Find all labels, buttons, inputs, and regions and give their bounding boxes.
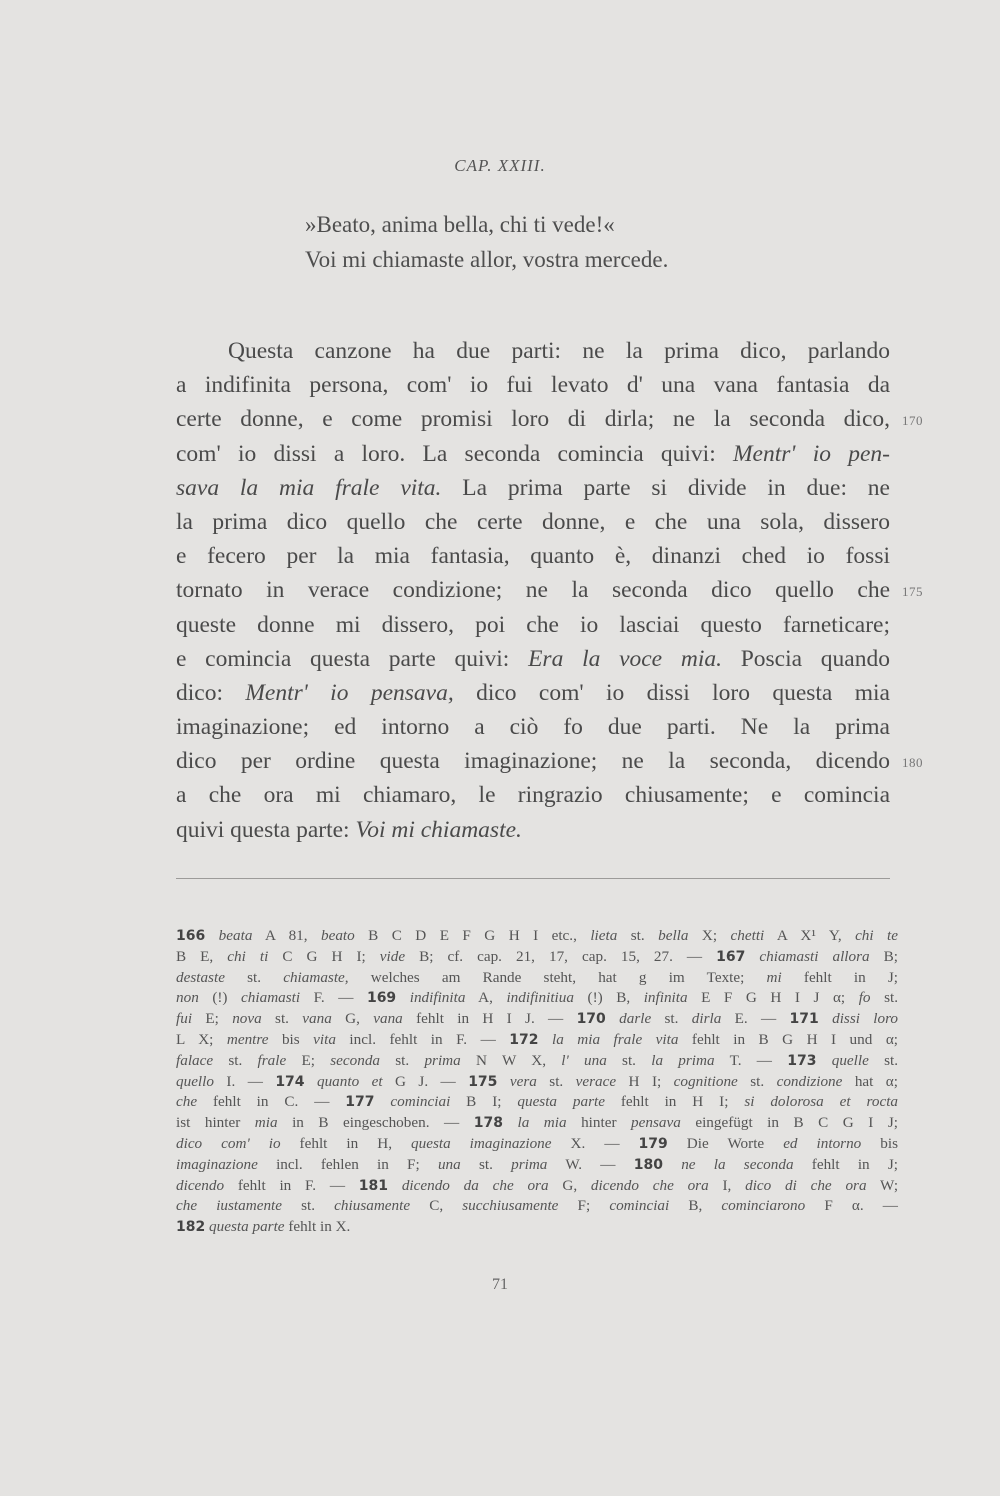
footnote-line bbox=[176, 1030, 898, 1051]
footnote-text: A X¹ Y, bbox=[764, 927, 856, 944]
variant-reading: verace bbox=[575, 1072, 617, 1090]
chapter-header: CAP. XXIII. bbox=[454, 156, 546, 175]
footnote-text: in B eingeschoben. — bbox=[277, 1114, 474, 1132]
variant-reading: imaginazione bbox=[176, 1155, 258, 1173]
footnote-text: Die Worte bbox=[667, 1134, 784, 1152]
footnote-text: hinter bbox=[566, 1114, 632, 1132]
variant-reading: cognitione bbox=[673, 1072, 738, 1090]
verse-ref-number: 169 bbox=[366, 990, 397, 1007]
variant-reading: beata bbox=[218, 927, 253, 944]
prose-line bbox=[176, 813, 890, 847]
footnote-text: st. bbox=[460, 1155, 512, 1173]
prose-line bbox=[176, 778, 890, 812]
verse-ref-number: 167 bbox=[716, 948, 746, 965]
prose-text: quivi questa parte: bbox=[176, 816, 356, 843]
footnote-line bbox=[176, 947, 898, 968]
variant-reading: chi ti bbox=[227, 947, 269, 965]
prose-text: dico: bbox=[176, 679, 246, 706]
footnote-line bbox=[176, 1072, 898, 1093]
prose-text: Poscia quando bbox=[721, 645, 890, 672]
italic-quote: Mentr' io pen- bbox=[732, 440, 890, 467]
footnote-text: ist hinter bbox=[176, 1114, 255, 1132]
prose-text: la prima dico quello che certe donne, e che una sola, dissero bbox=[176, 508, 890, 535]
footnote-line bbox=[176, 1009, 898, 1030]
variant-reading: si dolorosa et rocta bbox=[744, 1093, 899, 1111]
footnote-text: W. — bbox=[547, 1155, 634, 1173]
variant-reading: ne la seconda bbox=[681, 1155, 794, 1173]
variant-reading: prima bbox=[424, 1051, 461, 1069]
prose-line bbox=[176, 471, 890, 505]
footnote-text bbox=[375, 1093, 391, 1110]
footnote-line bbox=[176, 1092, 898, 1113]
variant-reading: vera bbox=[509, 1072, 537, 1090]
variant-reading: quelle bbox=[831, 1051, 869, 1069]
variant-reading: questa parte bbox=[517, 1093, 605, 1111]
variant-reading: chiusamente bbox=[334, 1197, 411, 1215]
footnote-line bbox=[176, 1196, 898, 1217]
variant-reading: la prima bbox=[651, 1051, 715, 1069]
variant-reading: la mia frale vita bbox=[551, 1030, 679, 1048]
footnote-text: X; bbox=[688, 927, 731, 944]
variant-reading: chetti bbox=[730, 927, 765, 944]
variant-reading: seconda bbox=[330, 1051, 381, 1069]
verse-line-1 bbox=[305, 208, 615, 241]
footnote-text: E; bbox=[286, 1051, 331, 1069]
verse-ref-number: 166 bbox=[176, 928, 206, 944]
footnote-line bbox=[176, 988, 898, 1009]
prose-line bbox=[176, 710, 890, 744]
footnote-text bbox=[503, 1114, 518, 1131]
footnote-text: bis bbox=[861, 1134, 899, 1152]
variant-reading: questa parte bbox=[209, 1218, 285, 1236]
variant-reading: falace bbox=[176, 1051, 214, 1069]
footnote-text: W; bbox=[866, 1176, 899, 1194]
italic-quote: sava la mia frale vita. bbox=[176, 474, 442, 501]
footnote-text: eingefügt in B C G I J; bbox=[680, 1114, 898, 1132]
prose-line bbox=[176, 642, 890, 676]
prose-line bbox=[176, 368, 890, 402]
footnote-text: H I; bbox=[616, 1072, 674, 1090]
footnote-text: st. bbox=[606, 1051, 652, 1069]
line-number: 180 bbox=[902, 755, 923, 771]
verse-ref-number: 175 bbox=[468, 1073, 498, 1090]
prose-line bbox=[176, 676, 890, 710]
variant-reading: che bbox=[176, 1093, 198, 1111]
variant-reading: dico com' io bbox=[176, 1134, 281, 1152]
footnote-text: F. — bbox=[300, 989, 367, 1007]
prose-line bbox=[176, 608, 890, 642]
variant-reading: cominciai bbox=[390, 1093, 451, 1111]
footnote-text bbox=[305, 1073, 317, 1090]
line-number: 175 bbox=[902, 584, 923, 600]
prose-line bbox=[176, 402, 890, 436]
footnote-text: I, bbox=[708, 1176, 746, 1194]
prose-text: dico com' io dissi loro questa mia bbox=[453, 679, 890, 706]
footnote-text: A 81, bbox=[252, 927, 321, 944]
footnote-text: st. bbox=[536, 1072, 576, 1090]
variant-reading: pensava bbox=[631, 1114, 681, 1132]
footnote-line bbox=[176, 926, 898, 947]
variant-reading: che iustamente bbox=[176, 1197, 282, 1215]
verse-ref-number: 178 bbox=[473, 1115, 503, 1132]
verse-text: »Beato, anima bella, chi ti vede!« bbox=[305, 212, 615, 237]
footnote-text: fehlt in H I J. — bbox=[402, 1010, 577, 1028]
variant-reading: chiamasti bbox=[241, 989, 301, 1007]
footnote-line bbox=[176, 1155, 898, 1176]
footnote-text: st. bbox=[261, 1010, 303, 1028]
prose-text: certe donne, e come promisi loro di dirla; ne la seconda dico, bbox=[176, 406, 890, 433]
footnote-text: L X; bbox=[176, 1030, 227, 1048]
prose-text: dico per ordine questa imaginazione; ne la seconda, dicendo bbox=[176, 748, 890, 775]
footnote-text: I. — bbox=[213, 1072, 276, 1090]
footnote-text: (!) bbox=[198, 989, 242, 1007]
variant-reading: ed intorno bbox=[783, 1134, 862, 1152]
prose-text: e fecero per la mia fantasia, quanto è, dinanzi ched io fossi bbox=[176, 543, 890, 570]
variant-reading: destaste bbox=[176, 968, 225, 986]
footnote-text: fehlt in B G H I und α; bbox=[678, 1030, 898, 1048]
footnote-text: st. bbox=[651, 1010, 692, 1028]
footnote-text: hat α; bbox=[842, 1072, 898, 1090]
footnote-text: F α. — bbox=[805, 1197, 898, 1215]
footnote-text: B, bbox=[669, 1197, 722, 1215]
variant-reading: indifinitiua bbox=[506, 989, 574, 1007]
variant-reading: lieta bbox=[590, 927, 618, 944]
footnote-divider bbox=[176, 878, 890, 879]
footnote-text: fehlt in F. — bbox=[224, 1176, 359, 1194]
variant-reading: chiamaste, bbox=[283, 968, 349, 986]
footnote-line bbox=[176, 1176, 898, 1197]
variant-reading: succhiusamente bbox=[462, 1197, 559, 1215]
footnote-text: welches am Rande steht, hat g im Texte; bbox=[348, 968, 767, 986]
prose-paragraph bbox=[176, 334, 890, 847]
prose-text: La prima parte si divide in due: ne bbox=[441, 474, 890, 501]
verse-ref-number: 181 bbox=[358, 1177, 389, 1194]
footnote-line bbox=[176, 1217, 898, 1238]
footnote-text: T. — bbox=[714, 1051, 788, 1069]
footnote-text: N W X, bbox=[460, 1051, 562, 1069]
footnote-text bbox=[819, 1010, 832, 1027]
verse-ref-number: 171 bbox=[789, 1011, 819, 1028]
footnote-text bbox=[388, 1177, 402, 1194]
footnote-text: G, bbox=[548, 1176, 591, 1194]
variant-reading: infinita bbox=[643, 989, 688, 1007]
footnote-text: B I; bbox=[450, 1093, 518, 1111]
prose-line bbox=[176, 744, 890, 778]
variant-reading: dirla bbox=[691, 1010, 722, 1028]
verse-ref-number: 182 bbox=[176, 1219, 206, 1236]
footnote-text: G J. — bbox=[382, 1072, 469, 1090]
footnote-text: incl. fehlt in F. — bbox=[335, 1030, 510, 1048]
variant-reading: cominciai bbox=[609, 1197, 670, 1215]
footnote-text: E F G H I J α; bbox=[687, 989, 859, 1007]
variant-reading: indifinita bbox=[409, 989, 466, 1007]
footnote-text: B C D E F G H I etc., bbox=[354, 927, 591, 944]
variant-reading: vana bbox=[302, 1010, 332, 1028]
variant-reading: mia bbox=[254, 1114, 278, 1132]
footnote-line bbox=[176, 1051, 898, 1072]
footnote-text: E. — bbox=[721, 1010, 790, 1028]
footnote-line bbox=[176, 968, 898, 989]
variant-reading: non bbox=[176, 989, 199, 1007]
prose-text: com' io dissi a loro. La seconda comincia quivi: bbox=[176, 440, 733, 467]
variant-reading: la mia bbox=[517, 1114, 567, 1132]
prose-line bbox=[176, 573, 890, 607]
footnote-text: G, bbox=[331, 1010, 374, 1028]
footnote-text bbox=[497, 1073, 509, 1090]
variant-reading: nova bbox=[232, 1010, 262, 1028]
footnote-text: st. bbox=[282, 1197, 335, 1215]
footnote-text: C G H I; bbox=[268, 947, 380, 965]
variant-reading: l' una bbox=[561, 1051, 607, 1069]
page-number: 71 bbox=[492, 1276, 508, 1293]
variant-reading: vita bbox=[313, 1030, 336, 1048]
footnote-text: st. bbox=[617, 927, 659, 944]
verse-line-2 bbox=[305, 243, 668, 276]
critical-apparatus bbox=[176, 926, 898, 1238]
italic-quote: Mentr' io pensava, bbox=[245, 679, 454, 706]
footnote-text bbox=[538, 1031, 551, 1048]
footnote-text: st. bbox=[380, 1051, 425, 1069]
italic-quote: Era la voce mia. bbox=[528, 645, 722, 672]
variant-reading: questa imaginazione bbox=[411, 1134, 552, 1152]
prose-line bbox=[176, 505, 890, 539]
footnote-text: B; cf. cap. 21, 17, cap. 15, 27. — bbox=[405, 947, 717, 965]
variant-reading: prima bbox=[511, 1155, 548, 1173]
footnote-text: fehlt in J; bbox=[781, 968, 899, 986]
prose-line bbox=[176, 437, 890, 471]
footnote-text: fehlt in C. — bbox=[197, 1093, 346, 1111]
variant-reading: frale bbox=[257, 1051, 287, 1069]
footnote-text: C, bbox=[410, 1197, 463, 1215]
variant-reading: quanto et bbox=[316, 1072, 383, 1090]
verse-ref-number: 179 bbox=[638, 1135, 668, 1152]
footnote-line bbox=[176, 1113, 898, 1134]
variant-reading: beato bbox=[321, 927, 355, 944]
variant-reading: mi bbox=[766, 968, 782, 986]
prose-text: imaginazione; ed intorno a ciò fo due parti. Ne la prima bbox=[176, 714, 890, 741]
prose-text: a che ora mi chiamaro, le ringrazio chiusamente; e comincia bbox=[176, 782, 890, 809]
footnote-text: st. bbox=[213, 1051, 258, 1069]
footnote-text: E; bbox=[192, 1010, 233, 1028]
variant-reading: dico di che ora bbox=[745, 1176, 867, 1194]
variant-reading: mentre bbox=[226, 1030, 269, 1048]
footnote-text: A, bbox=[465, 989, 507, 1007]
footnote-text: fehlt in H I; bbox=[604, 1093, 745, 1111]
variant-reading: chiamasti allora bbox=[759, 947, 870, 965]
prose-text: a indifinita persona, com' io fui levato d' una vana fantasia da bbox=[176, 372, 890, 399]
footnote-text: (!) B, bbox=[573, 989, 644, 1007]
prose-text: e comincia questa parte quivi: bbox=[176, 645, 529, 672]
prose-text: Questa canzone ha due parti: ne la prima dico, parlando bbox=[228, 338, 890, 364]
variant-reading: dissi loro bbox=[832, 1010, 899, 1028]
variant-reading: fui bbox=[176, 1010, 193, 1028]
footnote-text: B E, bbox=[176, 947, 228, 965]
footnote-text: st. bbox=[224, 968, 284, 986]
footnote-text bbox=[606, 1010, 619, 1027]
verse-ref-number: 180 bbox=[633, 1156, 663, 1173]
variant-reading: dicendo che ora bbox=[590, 1176, 709, 1194]
variant-reading: quello bbox=[176, 1072, 214, 1090]
footnote-text: st. bbox=[868, 1051, 899, 1069]
footnote-text: fehlt in X. bbox=[284, 1218, 351, 1236]
verse-ref-number: 177 bbox=[345, 1094, 375, 1111]
footnote-text: B; bbox=[869, 947, 898, 965]
footnote-text: st. bbox=[737, 1072, 777, 1090]
footnote-text bbox=[816, 1052, 831, 1069]
footnote-text: F; bbox=[558, 1197, 610, 1215]
footnote-text: incl. fehlen in F; bbox=[257, 1155, 438, 1173]
footnote-text: st. bbox=[870, 989, 898, 1007]
prose-text: tornato in verace condizione; ne la seconda dico quello che bbox=[176, 577, 890, 604]
verse-ref-number: 172 bbox=[509, 1031, 539, 1048]
variant-reading: vide bbox=[379, 947, 406, 965]
variant-reading: una bbox=[437, 1155, 461, 1173]
footnote-text bbox=[745, 948, 759, 965]
verse-ref-number: 173 bbox=[787, 1052, 817, 1069]
italic-quote: Voi mi chiamaste. bbox=[355, 816, 522, 843]
variant-reading: vana bbox=[373, 1010, 403, 1028]
prose-line bbox=[176, 539, 890, 573]
prose-line bbox=[176, 334, 890, 368]
variant-reading: condizione bbox=[776, 1072, 843, 1090]
prose-text: queste donne mi dissero, poi che io lasciai questo farneticare; bbox=[176, 611, 890, 638]
variant-reading: chi te bbox=[855, 927, 899, 944]
variant-reading: cominciarono bbox=[721, 1197, 806, 1215]
variant-reading: darle bbox=[619, 1010, 652, 1028]
footnote-text bbox=[205, 927, 218, 944]
variant-reading: dicendo da che ora bbox=[401, 1176, 549, 1194]
footnote-text: fehlt in H, bbox=[280, 1134, 412, 1152]
footnote-text bbox=[396, 989, 410, 1006]
line-number: 170 bbox=[902, 413, 923, 429]
footnote-line bbox=[176, 1134, 898, 1155]
variant-reading: fo bbox=[858, 989, 871, 1007]
variant-reading: bella bbox=[658, 927, 689, 944]
footnote-text bbox=[663, 1156, 681, 1173]
footnote-text: bis bbox=[268, 1030, 314, 1048]
footnote-text: fehlt in J; bbox=[793, 1155, 899, 1173]
verse-ref-number: 170 bbox=[576, 1011, 606, 1028]
variant-reading: dicendo bbox=[176, 1176, 225, 1194]
verse-text: Voi mi chiamaste allor, vostra mercede. bbox=[305, 247, 669, 272]
footnote-text: X. — bbox=[551, 1134, 639, 1152]
verse-ref-number: 174 bbox=[275, 1073, 305, 1090]
